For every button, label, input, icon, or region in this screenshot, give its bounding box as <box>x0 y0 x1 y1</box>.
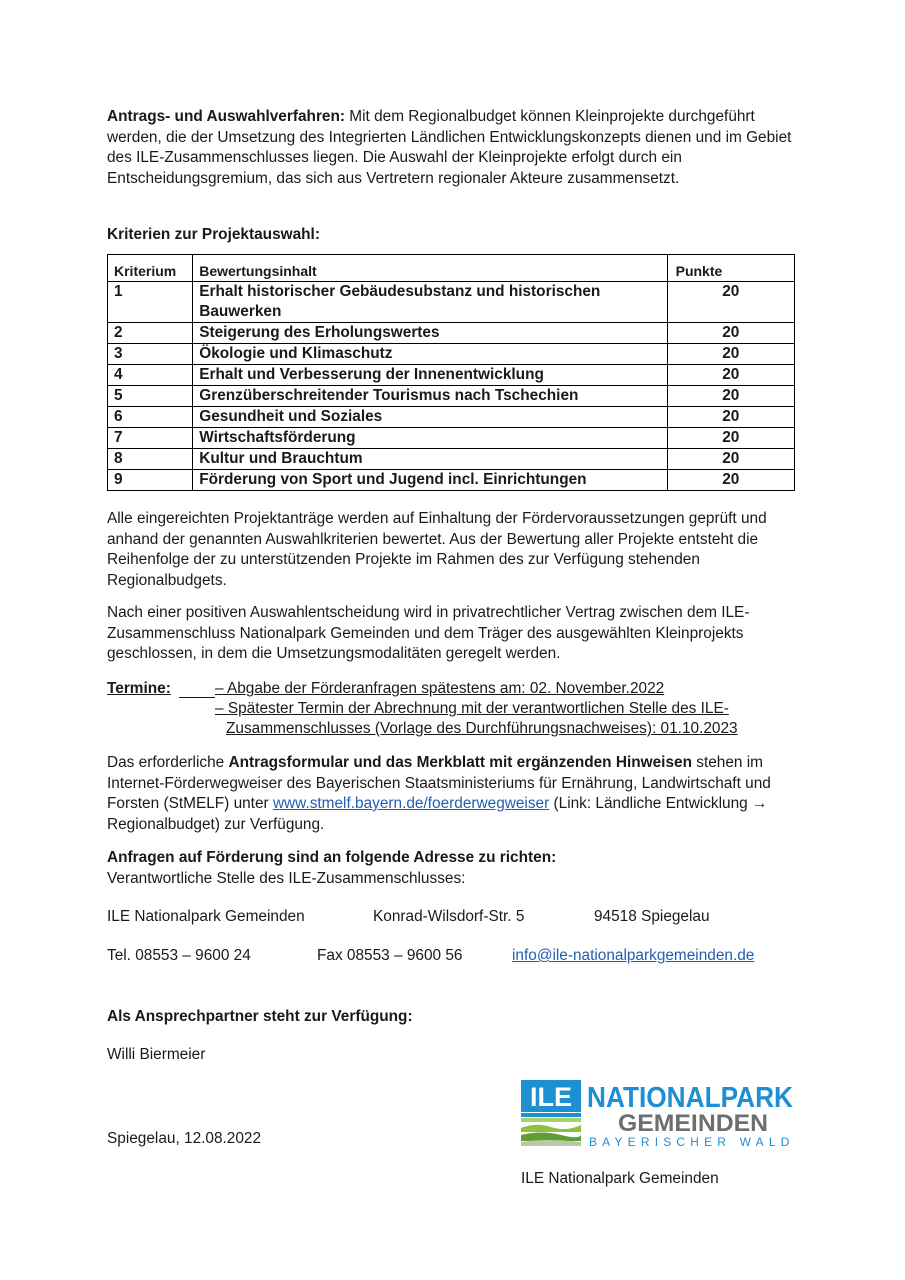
evaluation-paragraph: Alle eingereichten Projektanträge werden auf Einhaltung der Fördervoraussetzungen geprüft und anhand der genannten Auswahlkriterien bewertet. Aus der Bewertung aller Projekte entsteht die Reihenfolge der zu unterstützenden Projekte im Rahmen des zur Verfügung stehenden Regionalbudgets. <box>107 510 767 589</box>
row-nr: 9 <box>108 470 193 491</box>
row-text: Grenzüberschreitender Tourismus nach Tschechien <box>193 386 667 407</box>
logo-ile-text: ILE <box>529 1082 573 1112</box>
forms-text-bold: Antragsformular und das Merkblatt mit ergänzenden Hinweisen <box>228 754 692 771</box>
contact-heading-text: Anfragen auf Förderung sind an folgende Adresse zu richten: <box>107 849 557 866</box>
termine-line-2: – Spätester Termin der Abrechnung mit der verantwortlichen Stelle des ILE- <box>215 700 729 717</box>
logo-graphic <box>521 1080 796 1148</box>
row-nr: 8 <box>108 449 193 470</box>
logo-region-text: BAYERISCHER WALD <box>589 1135 793 1148</box>
stmelf-link[interactable]: www.stmelf.bayern.de/foerderwegweiser <box>272 795 550 812</box>
table-row <box>108 407 795 428</box>
termine-label-text: Termine: <box>107 680 171 697</box>
table-row <box>108 344 795 365</box>
contact-email-link[interactable]: info@ile-nationalparkgemeinden.de <box>512 947 755 964</box>
row-nr: 5 <box>108 386 193 407</box>
contact-tel: Tel. 08553 – 9600 24 <box>107 947 251 964</box>
row-points: 20 <box>667 365 794 386</box>
row-text: Wirtschaftsförderung <box>193 428 667 449</box>
header-bewertungsinhalt: Bewertungsinhalt <box>193 255 667 282</box>
table-row <box>108 428 795 449</box>
contact-street: Konrad-Wilsdorf-Str. 5 <box>373 908 525 925</box>
table-row <box>108 386 795 407</box>
row-text: Kultur und Brauchtum <box>193 449 667 470</box>
termine-line-3: Zusammenschlusses (Vorlage des Durchführungsnachweises): 01.10.2023 <box>226 720 738 737</box>
row-nr: 1 <box>108 282 193 323</box>
logo-band-light-green <box>521 1118 581 1122</box>
table-row <box>108 323 795 344</box>
table-row <box>108 449 795 470</box>
criteria-heading-text: Kriterien zur Projektauswahl: <box>107 226 320 243</box>
logo-gemeinden-text: GEMEINDEN <box>618 1110 768 1137</box>
forms-text-pre: Das erforderliche <box>107 754 229 771</box>
row-nr: 7 <box>108 428 193 449</box>
row-nr: 6 <box>108 407 193 428</box>
logo-hill-2 <box>521 1133 581 1142</box>
ansprech-name: Willi Biermeier <box>107 1046 206 1063</box>
row-points: 20 <box>667 344 794 365</box>
row-text: Steigerung des Erholungswertes <box>193 323 667 344</box>
contact-heading <box>107 848 556 869</box>
row-text: Erhalt und Verbesserung der Innenentwicklung <box>193 365 667 386</box>
contact-org: ILE Nationalpark Gemeinden <box>107 908 305 925</box>
header-punkte: Punkte <box>667 255 794 282</box>
table-row <box>108 365 795 386</box>
forms-paragraph <box>107 753 797 835</box>
ansprech-heading-text: Als Ansprechpartner steht zur Verfügung: <box>107 1008 413 1025</box>
intro-text: Mit dem Regionalbudget können Kleinprojekte durchgeführt werden, die der Umsetzung des Integrierten Ländlichen Entwicklungskonzepts dienen und im Gebiet des ILE-Zusammenschlusses liegen. Die Auswahl der Kleinprojekte erfolgt durch ein Entscheidungsgremium, das sich aus Vertretern regionaler Akteure zusammensetzt. <box>107 108 792 187</box>
table-row <box>108 470 795 491</box>
table-row <box>108 282 795 323</box>
contact-subline: Verantwortliche Stelle des ILE-Zusammenschlusses: <box>107 870 466 887</box>
contact-city: 94518 Spiegelau <box>594 908 710 925</box>
forms-text-post: (Link: Ländliche Entwicklung → Regionalbudget) zur Verfügung. <box>107 795 768 833</box>
row-points: 20 <box>667 386 794 407</box>
place-date: Spiegelau, 12.08.2022 <box>107 1130 262 1147</box>
ansprech-heading <box>107 1007 413 1028</box>
logo-nationalpark-text: NATIONALPARK <box>587 1082 794 1114</box>
row-points: 20 <box>667 323 794 344</box>
intro-heading: Antrags- und Auswahlverfahren: <box>107 108 346 125</box>
row-nr: 3 <box>108 344 193 365</box>
forms-text-mid: stehen im Internet-Förderwegweiser des Bayerischen Staatsministeriums für Ernährung, Landwirtschaft und Forsten (StMELF) unter <box>107 754 771 812</box>
header-kriterium: Kriterium <box>108 255 193 282</box>
intro-paragraph <box>107 107 797 189</box>
signature-org: ILE Nationalpark Gemeinden <box>521 1170 719 1187</box>
ile-nationalpark-logo <box>521 1080 796 1148</box>
row-points: 20 <box>667 428 794 449</box>
row-nr: 4 <box>108 365 193 386</box>
criteria-heading <box>107 225 320 246</box>
contact-fax: Fax 08553 – 9600 56 <box>317 947 463 964</box>
row-nr: 2 <box>108 323 193 344</box>
row-text: Erhalt historischer Gebäudesubstanz und historischen Bauwerken <box>193 282 667 323</box>
termine-line-1: – Abgabe der Förderanfragen spätestens am: 02. November.2022 <box>215 680 665 697</box>
row-text: Förderung von Sport und Jugend incl. Einrichtungen <box>193 470 667 491</box>
table-header-row <box>108 255 795 282</box>
row-points: 20 <box>667 407 794 428</box>
row-text: Gesundheit und Soziales <box>193 407 667 428</box>
criteria-table <box>107 254 795 491</box>
logo-hill-1 <box>521 1125 581 1132</box>
contract-paragraph: Nach einer positiven Auswahlentscheidung wird in privatrechtlicher Vertrag zwischen dem ILE-Zusammenschluss Nationalpark Gemeinden und dem Träger des ausgewählten Kleinprojekts geschlossen, in dem die Umsetzungsmodalitäten geregelt werden. <box>107 604 750 662</box>
row-points: 20 <box>667 449 794 470</box>
termine-label <box>107 679 171 700</box>
row-points: 20 <box>667 470 794 491</box>
row-points: 20 <box>667 282 794 323</box>
row-text: Ökologie und Klimaschutz <box>193 344 667 365</box>
termine-label-underline-extension <box>107 679 215 681</box>
logo-band-blue <box>521 1113 581 1117</box>
